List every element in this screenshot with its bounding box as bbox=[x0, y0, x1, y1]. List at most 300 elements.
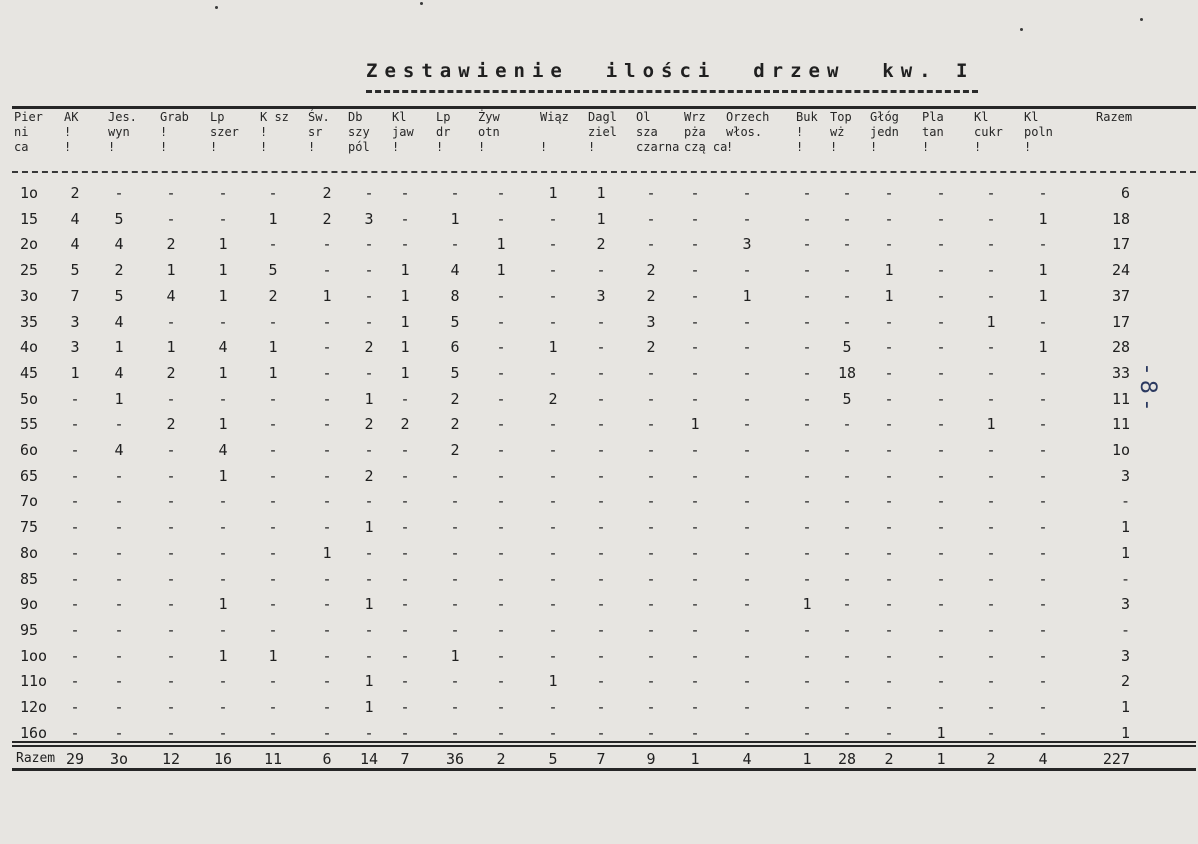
table-cell: - bbox=[936, 364, 946, 382]
table-cell: - bbox=[742, 595, 752, 613]
table-cell: - bbox=[496, 313, 506, 331]
table-cell: - bbox=[400, 672, 410, 690]
table-cell: - bbox=[496, 287, 506, 305]
table-cell: - bbox=[218, 184, 228, 202]
table-cell: - bbox=[596, 595, 606, 613]
table-cell: - bbox=[986, 467, 996, 485]
table-cell: - bbox=[936, 621, 946, 639]
table-cell: 1 bbox=[364, 518, 374, 536]
table-cell: 1 bbox=[1120, 698, 1130, 716]
table-cell: - bbox=[322, 467, 332, 485]
table-cell: - bbox=[70, 415, 80, 433]
table-cell: 3 bbox=[70, 313, 80, 331]
column-header: Lp dr ! bbox=[436, 110, 451, 154]
table-cell: - bbox=[496, 210, 506, 228]
row-label: 75 bbox=[20, 518, 39, 536]
table-cell: 2 bbox=[548, 390, 558, 408]
table-cell: - bbox=[936, 235, 946, 253]
table-cell: - bbox=[1038, 544, 1048, 562]
table-cell: - bbox=[884, 544, 894, 562]
table-cell: - bbox=[690, 287, 700, 305]
table-cell: - bbox=[842, 544, 852, 562]
column-header: Kl cukr ! bbox=[974, 110, 1003, 154]
table-cell: 24 bbox=[1111, 261, 1130, 279]
table-cell: - bbox=[364, 441, 374, 459]
row-label: 1o bbox=[20, 184, 39, 202]
table-cell: - bbox=[322, 595, 332, 613]
table-cell: - bbox=[596, 698, 606, 716]
table-cell: - bbox=[218, 570, 228, 588]
table-cell: 2 bbox=[596, 235, 606, 253]
table-cell: - bbox=[450, 672, 460, 690]
table-cell: - bbox=[596, 441, 606, 459]
totals-cell: 2 bbox=[986, 750, 996, 768]
table-cell: - bbox=[742, 647, 752, 665]
totals-cell: 7 bbox=[596, 750, 606, 768]
table-cell: - bbox=[842, 415, 852, 433]
table-cell: - bbox=[364, 544, 374, 562]
table-cell: - bbox=[268, 184, 278, 202]
row-label: 4o bbox=[20, 338, 39, 356]
table-cell: - bbox=[802, 724, 812, 742]
table-cell: - bbox=[166, 595, 176, 613]
totals-cell: 1 bbox=[802, 750, 812, 768]
table-cell: 1 bbox=[166, 338, 176, 356]
table-cell: - bbox=[884, 235, 894, 253]
table-cell: - bbox=[842, 518, 852, 536]
table-cell: - bbox=[322, 570, 332, 588]
table-cell: - bbox=[450, 698, 460, 716]
table-cell: - bbox=[218, 518, 228, 536]
table-cell: - bbox=[400, 570, 410, 588]
table-cell: - bbox=[1038, 184, 1048, 202]
table-cell: - bbox=[166, 441, 176, 459]
table-cell: - bbox=[496, 390, 506, 408]
table-cell: 2 bbox=[1120, 672, 1130, 690]
table-cell: - bbox=[496, 184, 506, 202]
table-cell: - bbox=[450, 184, 460, 202]
column-header: Orzech włos. ! bbox=[726, 110, 770, 154]
table-cell: - bbox=[596, 467, 606, 485]
table-cell: - bbox=[364, 570, 374, 588]
table-cell: - bbox=[218, 672, 228, 690]
table-cell: - bbox=[450, 621, 460, 639]
table-cell: 1 bbox=[1120, 724, 1130, 742]
paper-speck bbox=[215, 6, 218, 9]
table-cell: - bbox=[496, 672, 506, 690]
table-cell: 1 bbox=[548, 184, 558, 202]
table-cell: - bbox=[986, 210, 996, 228]
table-cell: - bbox=[322, 364, 332, 382]
table-cell: - bbox=[596, 724, 606, 742]
table-cell: - bbox=[690, 647, 700, 665]
table-cell: - bbox=[166, 544, 176, 562]
table-cell: - bbox=[322, 441, 332, 459]
table-cell: - bbox=[548, 210, 558, 228]
table-cell: - bbox=[986, 184, 996, 202]
table-cell: - bbox=[400, 390, 410, 408]
column-header: Top wż ! bbox=[830, 110, 852, 154]
table-cell: - bbox=[802, 672, 812, 690]
table-cell: - bbox=[548, 621, 558, 639]
table-cell: 3 bbox=[596, 287, 606, 305]
table-cell: - bbox=[114, 672, 124, 690]
table-cell: - bbox=[218, 724, 228, 742]
table-cell: - bbox=[548, 235, 558, 253]
table-cell: - bbox=[742, 492, 752, 510]
table-cell: - bbox=[70, 467, 80, 485]
table-cell: 7 bbox=[70, 287, 80, 305]
table-cell: 3 bbox=[646, 313, 656, 331]
table-cell: - bbox=[986, 441, 996, 459]
table-cell: - bbox=[936, 595, 946, 613]
table-cell: - bbox=[646, 364, 656, 382]
table-cell: 28 bbox=[1111, 338, 1130, 356]
table-cell: - bbox=[884, 467, 894, 485]
row-label: 2o bbox=[20, 235, 39, 253]
table-cell: - bbox=[802, 210, 812, 228]
table-cell: - bbox=[1038, 570, 1048, 588]
table-cell: 4 bbox=[114, 441, 124, 459]
totals-cell: 2 bbox=[496, 750, 506, 768]
table-cell: - bbox=[496, 698, 506, 716]
table-cell: 1 bbox=[1038, 210, 1048, 228]
totals-cell: 2 bbox=[884, 750, 894, 768]
table-cell: - bbox=[936, 467, 946, 485]
table-cell: - bbox=[596, 672, 606, 690]
table-cell: - bbox=[842, 492, 852, 510]
table-cell: - bbox=[268, 492, 278, 510]
table-cell: - bbox=[690, 390, 700, 408]
table-cell: 5 bbox=[70, 261, 80, 279]
table-cell: - bbox=[400, 698, 410, 716]
table-cell: - bbox=[322, 647, 332, 665]
table-cell: - bbox=[218, 210, 228, 228]
table-cell: 1 bbox=[986, 313, 996, 331]
column-header: Św. sr ! bbox=[308, 110, 330, 154]
table-cell: - bbox=[842, 261, 852, 279]
table-cell: - bbox=[70, 570, 80, 588]
totals-label: Razem bbox=[16, 751, 56, 766]
totals-cell: 7 bbox=[400, 750, 410, 768]
row-label: 16o bbox=[20, 724, 48, 742]
table-cell: - bbox=[802, 287, 812, 305]
table-cell: - bbox=[548, 492, 558, 510]
table-cell: - bbox=[496, 492, 506, 510]
table-cell: 1 bbox=[114, 390, 124, 408]
table-cell: 37 bbox=[1111, 287, 1130, 305]
table-cell: - bbox=[690, 698, 700, 716]
table-cell: - bbox=[496, 621, 506, 639]
column-header: Lp szer ! bbox=[210, 110, 239, 154]
totals-cell: 36 bbox=[445, 750, 465, 768]
table-cell: - bbox=[842, 698, 852, 716]
table-cell: - bbox=[496, 724, 506, 742]
table-cell: - bbox=[802, 698, 812, 716]
table-cell: - bbox=[936, 570, 946, 588]
table-cell: - bbox=[1038, 518, 1048, 536]
table-cell: - bbox=[166, 390, 176, 408]
table-cell: - bbox=[166, 467, 176, 485]
table-cell: - bbox=[322, 698, 332, 716]
table-cell: - bbox=[646, 390, 656, 408]
table-cell: - bbox=[690, 261, 700, 279]
table-cell: - bbox=[842, 210, 852, 228]
totals-cell: 1 bbox=[690, 750, 700, 768]
table-cell: - bbox=[884, 724, 894, 742]
table-cell: - bbox=[936, 287, 946, 305]
table-cell: - bbox=[496, 415, 506, 433]
table-cell: - bbox=[690, 570, 700, 588]
table-cell: - bbox=[646, 544, 656, 562]
table-cell: 6 bbox=[450, 338, 460, 356]
table-cell: - bbox=[496, 364, 506, 382]
table-cell: - bbox=[70, 390, 80, 408]
table-cell: - bbox=[884, 441, 894, 459]
row-label: 6o bbox=[20, 441, 39, 459]
table-cell: - bbox=[986, 235, 996, 253]
paper-speck bbox=[1020, 28, 1023, 31]
table-cell: - bbox=[1038, 672, 1048, 690]
table-cell: - bbox=[986, 672, 996, 690]
table-cell: - bbox=[802, 441, 812, 459]
table-cell: - bbox=[450, 544, 460, 562]
table-cell: - bbox=[884, 184, 894, 202]
table-cell: - bbox=[690, 724, 700, 742]
column-header: Głóg jedn ! bbox=[870, 110, 899, 154]
table-cell: - bbox=[70, 595, 80, 613]
table-cell: - bbox=[548, 467, 558, 485]
table-cell: 1 bbox=[364, 390, 374, 408]
table-cell: 18 bbox=[837, 364, 857, 382]
table-cell: 2 bbox=[646, 261, 656, 279]
table-cell: - bbox=[690, 313, 700, 331]
table-cell: 1 bbox=[1038, 287, 1048, 305]
table-cell: - bbox=[548, 364, 558, 382]
table-cell: - bbox=[646, 672, 656, 690]
table-cell: 1 bbox=[596, 210, 606, 228]
table-cell: - bbox=[742, 518, 752, 536]
table-cell: - bbox=[742, 724, 752, 742]
table-cell: - bbox=[936, 338, 946, 356]
table-cell: - bbox=[1038, 364, 1048, 382]
table-cell: 1 bbox=[268, 364, 278, 382]
table-cell: - bbox=[114, 724, 124, 742]
table-cell: - bbox=[690, 621, 700, 639]
table-cell: - bbox=[884, 415, 894, 433]
table-cell: 5 bbox=[450, 364, 460, 382]
table-cell: - bbox=[400, 518, 410, 536]
table-cell: - bbox=[690, 544, 700, 562]
table-cell: - bbox=[986, 364, 996, 382]
table-cell: - bbox=[986, 570, 996, 588]
column-header: AK ! ! bbox=[64, 110, 79, 154]
table-cell: - bbox=[268, 724, 278, 742]
totals-cell: 29 bbox=[65, 750, 85, 768]
column-header: K sz ! ! bbox=[260, 110, 289, 154]
table-cell: - bbox=[496, 570, 506, 588]
table-cell: - bbox=[70, 621, 80, 639]
table-cell: - bbox=[400, 724, 410, 742]
table-cell: 5 bbox=[114, 287, 124, 305]
header-bottom-rule bbox=[12, 171, 1196, 173]
table-cell: - bbox=[548, 287, 558, 305]
table-cell: - bbox=[884, 621, 894, 639]
table-cell: - bbox=[646, 415, 656, 433]
table-cell: - bbox=[596, 518, 606, 536]
table-cell: 3 bbox=[364, 210, 374, 228]
table-cell: 1 bbox=[218, 364, 228, 382]
table-cell: 2 bbox=[322, 210, 332, 228]
table-cell: - bbox=[596, 415, 606, 433]
table-cell: 1 bbox=[218, 595, 228, 613]
table-cell: - bbox=[268, 441, 278, 459]
table-cell: - bbox=[936, 184, 946, 202]
table-cell: - bbox=[646, 698, 656, 716]
table-cell: 1 bbox=[70, 364, 80, 382]
table-cell: - bbox=[548, 441, 558, 459]
table-cell: 2 bbox=[450, 390, 460, 408]
table-cell: - bbox=[450, 518, 460, 536]
table-cell: 5 bbox=[450, 313, 460, 331]
row-label: 5o bbox=[20, 390, 39, 408]
totals-cell: 1 bbox=[936, 750, 946, 768]
table-cell: - bbox=[218, 544, 228, 562]
table-cell: - bbox=[842, 595, 852, 613]
table-cell: - bbox=[114, 492, 124, 510]
table-cell: - bbox=[690, 467, 700, 485]
table-cell: - bbox=[936, 544, 946, 562]
table-cell: 2 bbox=[166, 364, 176, 382]
table-cell: - bbox=[842, 647, 852, 665]
table-cell: - bbox=[646, 184, 656, 202]
table-cell: - bbox=[986, 724, 996, 742]
totals-cell: 11 bbox=[263, 750, 283, 768]
table-cell: - bbox=[802, 235, 812, 253]
table-cell: 1 bbox=[1120, 544, 1130, 562]
table-cell: 4 bbox=[218, 441, 228, 459]
table-cell: - bbox=[548, 698, 558, 716]
table-cell: - bbox=[986, 390, 996, 408]
table-cell: - bbox=[884, 313, 894, 331]
table-cell: - bbox=[646, 235, 656, 253]
table-cell: 1 bbox=[690, 415, 700, 433]
table-cell: - bbox=[802, 390, 812, 408]
table-cell: - bbox=[364, 364, 374, 382]
table-cell: 4 bbox=[70, 235, 80, 253]
table-cell: - bbox=[742, 210, 752, 228]
table-cell: 2 bbox=[400, 415, 410, 433]
table-cell: - bbox=[936, 415, 946, 433]
table-cell: 1 bbox=[802, 595, 812, 613]
table-cell: - bbox=[690, 338, 700, 356]
table-cell: - bbox=[936, 698, 946, 716]
table-cell: - bbox=[646, 518, 656, 536]
table-cell: 2 bbox=[364, 415, 374, 433]
table-cell: 2 bbox=[166, 235, 176, 253]
table-cell: 4 bbox=[70, 210, 80, 228]
table-cell: - bbox=[986, 544, 996, 562]
table-cell: 11 bbox=[1111, 415, 1130, 433]
table-cell: - bbox=[496, 647, 506, 665]
table-cell: - bbox=[986, 338, 996, 356]
table-cell: - bbox=[596, 313, 606, 331]
table-cell: 1 bbox=[218, 467, 228, 485]
table-cell: - bbox=[496, 467, 506, 485]
table-cell: - bbox=[802, 338, 812, 356]
table-cell: - bbox=[842, 235, 852, 253]
table-cell: - bbox=[496, 544, 506, 562]
table-cell: - bbox=[548, 544, 558, 562]
table-cell: - bbox=[548, 595, 558, 613]
totals-cell: 3o bbox=[109, 750, 129, 768]
table-cell: 1 bbox=[322, 287, 332, 305]
totals-cell: 4 bbox=[742, 750, 752, 768]
column-header: Buk ! ! bbox=[796, 110, 818, 154]
table-cell: - bbox=[166, 724, 176, 742]
table-cell: - bbox=[884, 364, 894, 382]
table-cell: - bbox=[802, 492, 812, 510]
table-cell: - bbox=[496, 595, 506, 613]
row-label: 55 bbox=[20, 415, 39, 433]
table-cell: - bbox=[986, 647, 996, 665]
table-cell: - bbox=[986, 492, 996, 510]
table-cell: - bbox=[114, 518, 124, 536]
table-cell: - bbox=[450, 235, 460, 253]
table-cell: 17 bbox=[1111, 235, 1130, 253]
totals-cell: 5 bbox=[548, 750, 558, 768]
table-cell: - bbox=[364, 647, 374, 665]
table-cell: 1 bbox=[218, 647, 228, 665]
table-cell: - bbox=[842, 184, 852, 202]
column-header: Kl jaw ! bbox=[392, 110, 414, 154]
table-cell: 2 bbox=[70, 184, 80, 202]
table-cell: - bbox=[400, 544, 410, 562]
table-cell: - bbox=[842, 672, 852, 690]
row-label: 45 bbox=[20, 364, 39, 382]
table-cell: 5 bbox=[842, 338, 852, 356]
table-cell: 1 bbox=[218, 235, 228, 253]
table-cell: - bbox=[268, 595, 278, 613]
table-cell: - bbox=[884, 210, 894, 228]
table-cell: - bbox=[690, 184, 700, 202]
table-cell: - bbox=[742, 415, 752, 433]
totals-cell: 28 bbox=[837, 750, 857, 768]
table-cell: - bbox=[268, 235, 278, 253]
table-cell: - bbox=[450, 595, 460, 613]
table-cell: 1 bbox=[364, 595, 374, 613]
table-cell: - bbox=[322, 518, 332, 536]
table-cell: 5 bbox=[114, 210, 124, 228]
table-cell: 2 bbox=[364, 338, 374, 356]
table-cell: - bbox=[450, 492, 460, 510]
table-cell: - bbox=[400, 184, 410, 202]
table-cell: - bbox=[218, 621, 228, 639]
row-label: 9o bbox=[20, 595, 39, 613]
column-header: Dagl ziel ! bbox=[588, 110, 617, 154]
table-cell: - bbox=[802, 647, 812, 665]
table-cell: - bbox=[936, 390, 946, 408]
table-cell: - bbox=[742, 570, 752, 588]
table-cell: 1 bbox=[218, 261, 228, 279]
table-cell: 1 bbox=[742, 287, 752, 305]
table-cell: 2 bbox=[450, 415, 460, 433]
table-cell: - bbox=[690, 364, 700, 382]
totals-cell: 16 bbox=[213, 750, 233, 768]
table-cell: - bbox=[400, 235, 410, 253]
table-cell: - bbox=[690, 441, 700, 459]
table-cell: - bbox=[596, 338, 606, 356]
